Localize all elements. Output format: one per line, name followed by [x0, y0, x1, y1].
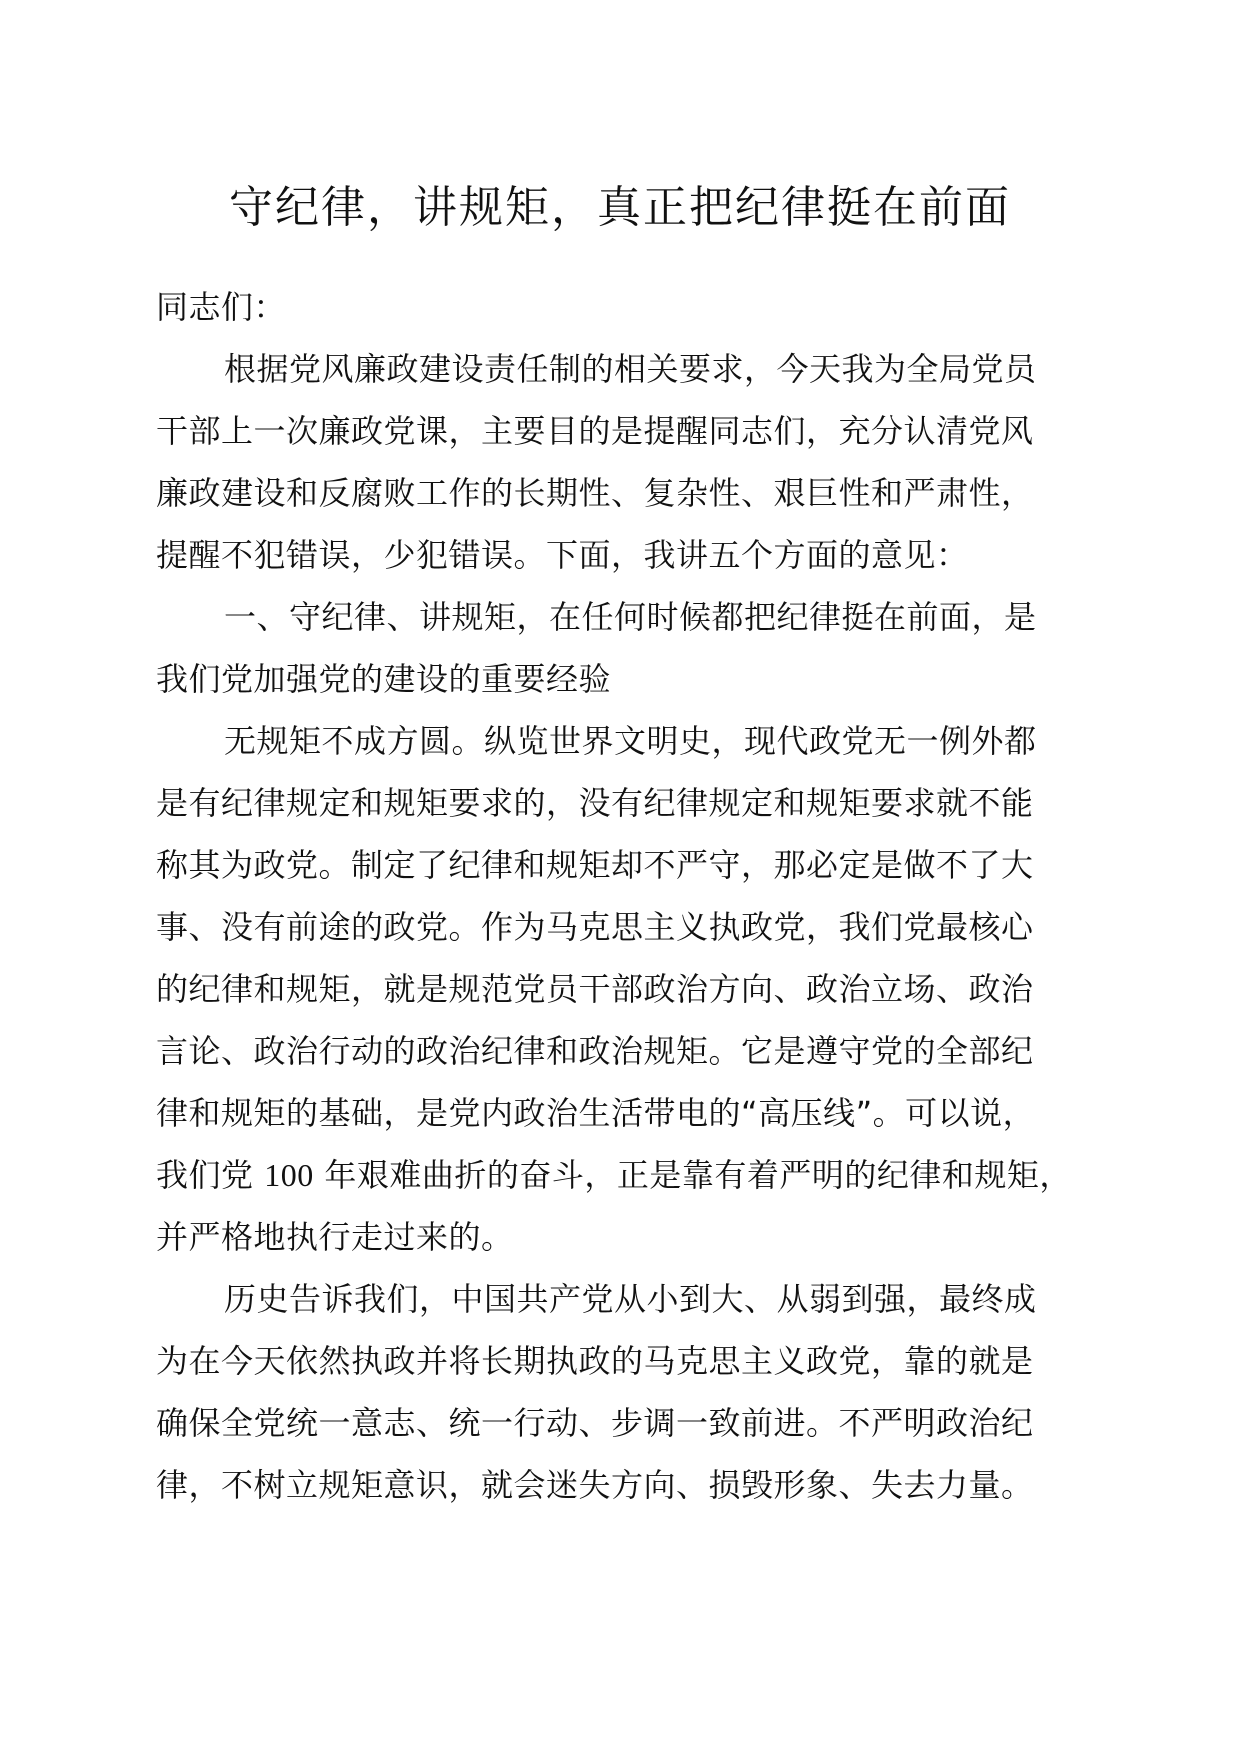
paragraph-line: 确保全党统一意志、统一行动、步调一致前进。不严明政治纪 — [156, 1404, 1034, 1442]
line-segment: 年艰难曲折的奋斗，正是靠有着严明的纪律和规矩， — [324, 1156, 1072, 1194]
section-heading-line: 我们党加强党的建设的重要经验 — [156, 660, 612, 698]
line-segment: 我们党 — [156, 1156, 254, 1194]
paragraph-line: 律和规矩的基础，是党内政治生活带电的“高压线”。可以说， — [156, 1094, 1036, 1132]
paragraph-line — [156, 1144, 1076, 1206]
paragraph-line: 律，不树立规矩意识，就会迷失方向、损毁形象、失去力量。 — [156, 1466, 1034, 1504]
salutation: 同志们： — [156, 288, 287, 326]
paragraph-line: 历史告诉我们，中国共产党从小到大、从弱到强，最终成 — [224, 1280, 1037, 1318]
paragraph-line: 根据党风廉政建设责任制的相关要求，今天我为全局党员 — [224, 350, 1037, 388]
paragraph-line: 为在今天依然执政并将长期执政的马克思主义政党，靠的就是 — [156, 1342, 1034, 1380]
paragraph-line: 的纪律和规矩，就是规范党员干部政治方向、政治立场、政治 — [156, 970, 1034, 1008]
paragraph-line: 事、没有前途的政党。作为马克思主义执政党，我们党最核心 — [156, 908, 1034, 946]
paragraph-line: 言论、政治行动的政治纪律和政治规矩。它是遵守党的全部纪 — [156, 1032, 1034, 1070]
document-body — [156, 276, 1076, 1516]
paragraph-line: 是有纪律规定和规矩要求的，没有纪律规定和规矩要求就不能 — [156, 784, 1034, 822]
paragraph-line: 称其为政党。制定了纪律和规矩却不严守，那必定是做不了大 — [156, 846, 1034, 884]
paragraph-line: 无规矩不成方圆。纵览世界文明史，现代政党无一例外都 — [224, 722, 1037, 760]
number-100: 100 — [264, 1157, 314, 1193]
document-title: 守纪律，讲规矩，真正把纪律挺在前面 — [229, 182, 1011, 233]
paragraph-line: 干部上一次廉政党课，主要目的是提醒同志们，充分认清党风 — [156, 412, 1034, 450]
paragraph-line: 提醒不犯错误，少犯错误。下面，我讲五个方面的意见： — [156, 536, 969, 574]
paragraph-line: 并严格地执行走过来的。 — [156, 1218, 514, 1256]
section-heading-line: 一、守纪律、讲规矩，在任何时候都把纪律挺在前面，是 — [224, 598, 1037, 636]
paragraph-line: 廉政建设和反腐败工作的长期性、复杂性、艰巨性和严肃性， — [156, 474, 1034, 512]
